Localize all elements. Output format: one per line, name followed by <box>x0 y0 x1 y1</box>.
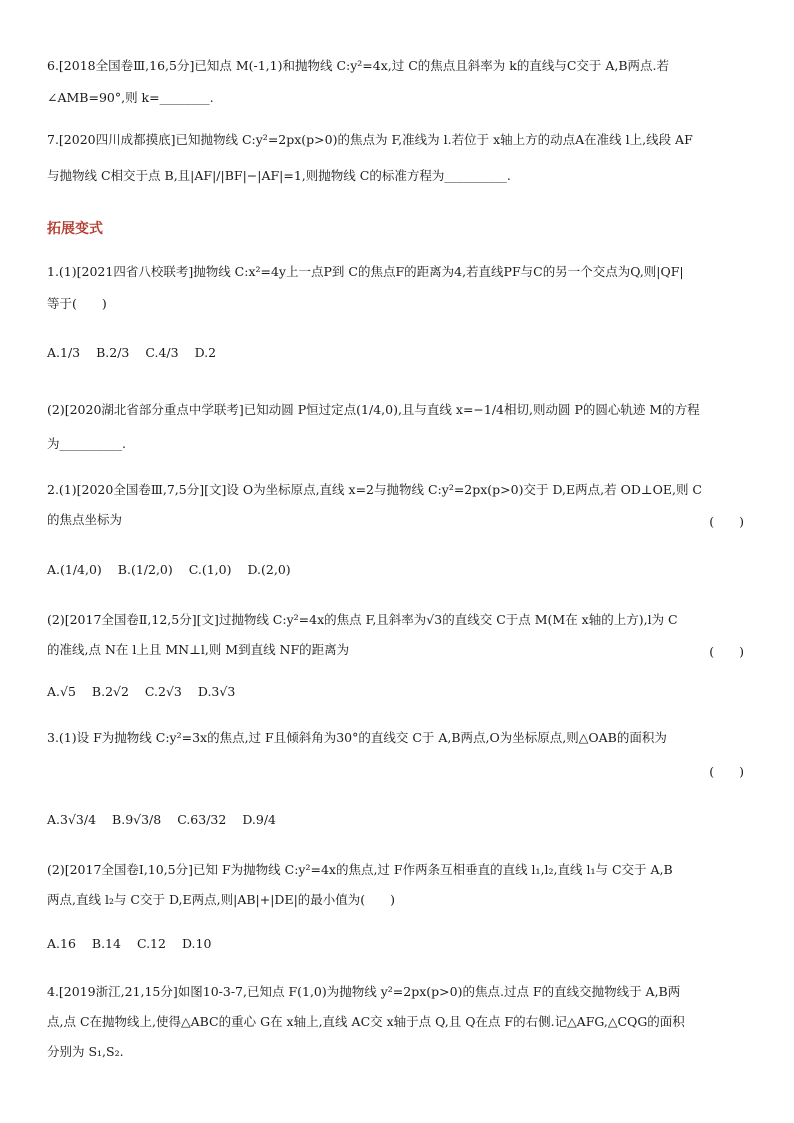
question-2-1-line-1: 2.(1)[2020全国卷Ⅲ,7,5分][文]设 O为坐标原点,直线 x=2与抛物线 C:y²=2px(p>0)交于 D,E两点,若 OD⊥OE,则 C <box>47 482 702 497</box>
answer-parentheses: ( ) <box>709 764 744 779</box>
question-2-2-line-1: (2)[2017全国卷Ⅱ,12,5分][文]过抛物线 C:y²=4x的焦点 F,且斜率为√3的直线交 C于点 M(M在 x轴的上方),l为 C <box>47 612 678 627</box>
option-d: D.9/4 <box>242 812 276 827</box>
option-c: C.63/32 <box>177 812 227 827</box>
option-d: D.2 <box>194 345 217 360</box>
option-c: C.12 <box>136 936 166 951</box>
option-a: A.3√3/4 <box>47 812 97 827</box>
question-1-1-line-2: 等于( ) <box>47 296 107 311</box>
section-title: 拓展变式 <box>47 221 103 237</box>
option-b: B.(1/2,0) <box>117 562 173 577</box>
option-b: B.2/3 <box>96 345 130 360</box>
question-2-1-options <box>47 562 303 577</box>
question-2-2-line-2: 的准线,点 N在 l上且 MN⊥l,则 M到直线 NF的距离为 <box>47 642 350 657</box>
option-d: D.(2,0) <box>247 562 291 577</box>
answer-parentheses: ( ) <box>709 644 744 659</box>
question-4-line-1: 4.[2019浙江,21,15分]如图10-3-7,已知点 F(1,0)为抛物线 y²=2px(p>0)的焦点.过点 F的直线交抛物线于 A,B两 <box>47 984 681 999</box>
option-b: B.2√2 <box>91 684 129 699</box>
question-3-1-options <box>47 812 288 827</box>
question-3-2-line-2: 两点,直线 l₂与 C交于 D,E两点,则|AB|+|DE|的最小值为( ) <box>47 892 396 907</box>
option-a: A.√5 <box>47 684 76 699</box>
question-3-2-options <box>47 936 223 951</box>
option-a: A.(1/4,0) <box>47 562 102 577</box>
option-c: C.2√3 <box>144 684 182 699</box>
question-6-line-1: 6.[2018全国卷Ⅲ,16,5分]已知点 M(-1,1)和抛物线 C:y²=4x,过 C的焦点且斜率为 k的直线与C交于 A,B两点.若 <box>47 58 670 73</box>
question-7-line-2: 与抛物线 C相交于点 B,且|AF|/|BF|−|AF|=1,则抛物线 C的标准方程为__________. <box>47 168 511 183</box>
question-3-1-line-1: 3.(1)设 F为抛物线 C:y²=3x的焦点,过 F且倾斜角为30°的直线交 C于 A,B两点,O为坐标原点,则△OAB的面积为 <box>47 730 667 745</box>
option-b: B.14 <box>91 936 121 951</box>
option-a: A.16 <box>47 936 76 951</box>
option-c: C.4/3 <box>145 345 179 360</box>
option-a: A.1/3 <box>47 345 81 360</box>
question-1-2-line-2: 为__________. <box>47 436 126 451</box>
question-2-1-line-2: 的焦点坐标为 <box>47 512 123 527</box>
question-4-line-2: 点,点 C在抛物线上,使得△ABC的重心 G在 x轴上,直线 AC交 x轴于点 Q,且 Q在点 F的右侧.记△AFG,△CQG的面积 <box>47 1014 685 1029</box>
option-b: B.9√3/8 <box>112 812 162 827</box>
question-1-2-line-1: (2)[2020湖北省部分重点中学联考]已知动圆 P恒过定点(1/4,0),且与直线 x=−1/4相切,则动圆 P的圆心轨迹 M的方程 <box>47 402 700 417</box>
question-4-line-3: 分别为 S₁,S₂. <box>47 1044 124 1059</box>
option-d: D.10 <box>181 936 212 951</box>
question-2-2-options <box>47 684 247 699</box>
question-3-2-line-1: (2)[2017全国卷Ⅰ,10,5分]已知 F为抛物线 C:y²=4x的焦点,过 F作两条互相垂直的直线 l₁,l₂,直线 l₁与 C交于 A,B <box>47 862 673 877</box>
question-6-line-2: ∠AMB=90°,则 k=________. <box>47 90 214 105</box>
option-d: D.3√3 <box>197 684 236 699</box>
answer-parentheses: ( ) <box>709 514 744 529</box>
option-c: C.(1,0) <box>188 562 232 577</box>
question-7-line-1: 7.[2020四川成都摸底]已知抛物线 C:y²=2px(p>0)的焦点为 F,准线为 l.若位于 x轴上方的动点A在准线 l上,线段 AF <box>47 132 693 147</box>
question-1-1-options <box>47 345 228 360</box>
question-1-1-line-1: 1.(1)[2021四省八校联考]抛物线 C:x²=4y上一点P到 C的焦点F的距离为4,若直线PF与C的另一个交点为Q,则|QF| <box>47 264 684 279</box>
